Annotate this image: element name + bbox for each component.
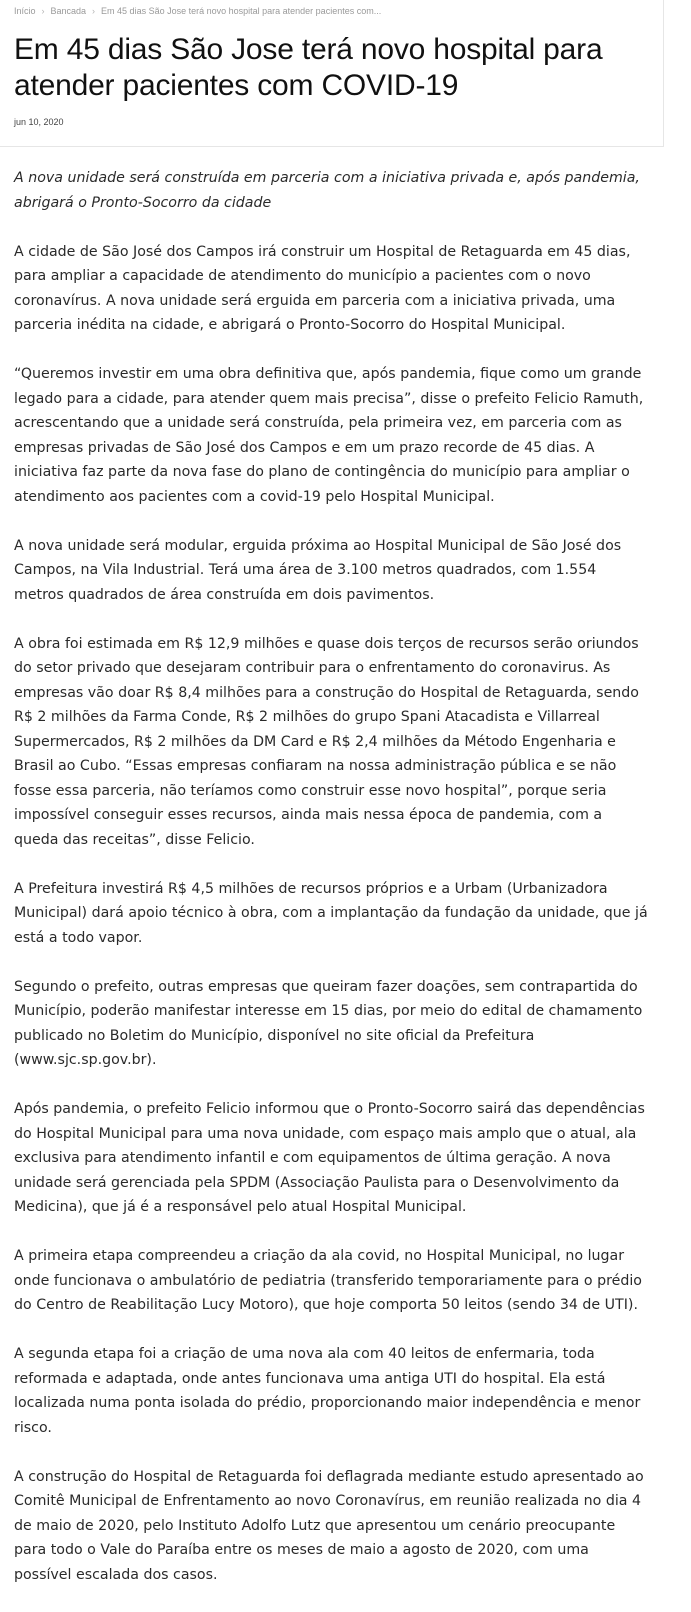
chevron-right-icon: › bbox=[41, 6, 45, 16]
article-date: jun 10, 2020 bbox=[14, 117, 64, 127]
article-lead: A nova unidade será construída em parceria com a iniciativa privada e, após pandemia, abrigará o Pronto-Socorro da cidade bbox=[14, 170, 640, 211]
article-paragraph: A primeira etapa compreendeu a criação da ala covid, no Hospital Municipal, no lugar onde funcionava o ambulatório de pediatria (transferido temporariamente para o prédio do Centro de Reabilitação Lucy Motoro), que hoje comporta 50 leitos (sendo 34 de UTI). bbox=[14, 1248, 642, 1313]
article-paragraph: A obra foi estimada em R$ 12,9 milhões e quase dois terços de recursos serão oriundos do setor privado que desejaram contribuir para o enfrentamento do coronavirus. As empresas vão doar R$ 8,4 milhões para a construção do Hospital de Retaguarda, sendo R$ 2 milhões da Farma Conde, R$ 2 milhões do grupo Spani Atacadista e Villarreal Supermercados, R$ 2 milhões da DM Card e R$ 2,4 milhões da Método Engenharia e Brasil ao Cubo. “Essas empresas confiaram na nossa administração pública e se não fosse essa parceria, não teríamos como construir esse novo hospital”, porque seria impossível conseguir esses recursos, ainda mais nessa época de pandemia, com a queda das receitas”, disse Felicio. bbox=[14, 635, 639, 848]
breadcrumb-home-link[interactable]: Início bbox=[14, 6, 36, 16]
breadcrumb-section-link[interactable]: Bancada bbox=[50, 6, 87, 16]
article-title: Em 45 dias São Jose terá novo hospital para atender pacientes com COVID-19 bbox=[14, 33, 603, 102]
article-body bbox=[14, 166, 650, 1612]
article-header bbox=[0, 0, 664, 147]
breadcrumb bbox=[14, 6, 381, 16]
article-paragraph: A nova unidade será modular, erguida próxima ao Hospital Municipal de São José dos Campos, na Vila Industrial. Terá uma área de 3.100 metros quadrados, com 1.554 metros quadrados de área construída em dois pavimentos. bbox=[14, 537, 622, 603]
article-paragraph: Após pandemia, o prefeito Felicio informou que o Pronto-Socorro sairá das dependências do Hospital Municipal para uma nova unidade, com espaço mais amplo que o atual, ala exclusiva para atendimento infantil e com equipamentos de última geração. A nova unidade será gerenciada pela SPDM (Associação Paulista para o Desenvolvimento da Medicina), que já é a responsável pelo atual Hospital Municipal. bbox=[14, 1101, 645, 1215]
article-paragraph: Segundo o prefeito, outras empresas que queiram fazer doações, sem contrapartida do Município, poderão manifestar interesse em 15 dias, por meio do edital de chamamento publicado no Boletim do Município, disponível no site oficial da Prefeitura (www.sjc.sp.gov.br). bbox=[14, 978, 643, 1068]
article-paragraph: A segunda etapa foi a criação de uma nova ala com 40 leitos de enfermaria, toda reformada e adaptada, onde antes funcionava uma antiga UTI do hospital. Ela está localizada numa ponta isolada do prédio, proporcionando maior independência e menor risco. bbox=[14, 1346, 641, 1436]
article-paragraph: A construção do Hospital de Retaguarda foi deflagrada mediante estudo apresentado ao Comitê Municipal de Enfrentamento ao novo Coronavírus, em reunião realizada no dia 4 de maio de 2020, pelo Instituto Adolfo Lutz que apresentou um cenário preocupante para todo o Vale do Paraíba entre os meses de maio a agosto de 2020, com uma possível escalada dos casos. bbox=[14, 1468, 644, 1583]
article-paragraph: A Prefeitura investirá R$ 4,5 milhões de recursos próprios e a Urbam (Urbanizadora Municipal) dará apoio técnico à obra, com a implantação da fundação da unidade, que já está a todo vapor. bbox=[14, 880, 648, 946]
breadcrumb-current: Em 45 dias São Jose terá novo hospital para atender pacientes com... bbox=[101, 6, 382, 16]
article-paragraph: “Queremos investir em uma obra definitiva que, após pandemia, fique como um grande legado para a cidade, para atender quem mais precisa”, disse o prefeito Felicio Ramuth, acrescentando que a unidade será construída, pela primeira vez, em parceria com as empresas privadas de São José dos Campos e em um prazo recorde de 45 dias. A iniciativa faz parte da nova fase do plano de contingência do município para ampliar o atendimento aos pacientes com a covid-19 pelo Hospital Municipal. bbox=[14, 366, 644, 505]
article-paragraph: A cidade de São José dos Campos irá construir um Hospital de Retaguarda em 45 dias, para ampliar a capacidade de atendimento do município a pacientes com o novo coronavírus. A nova unidade será erguida em parceria com a iniciativa privada, uma parceria inédita na cidade, e abrigará o Pronto-Socorro do Hospital Municipal. bbox=[14, 243, 631, 333]
chevron-right-icon: › bbox=[92, 6, 96, 16]
